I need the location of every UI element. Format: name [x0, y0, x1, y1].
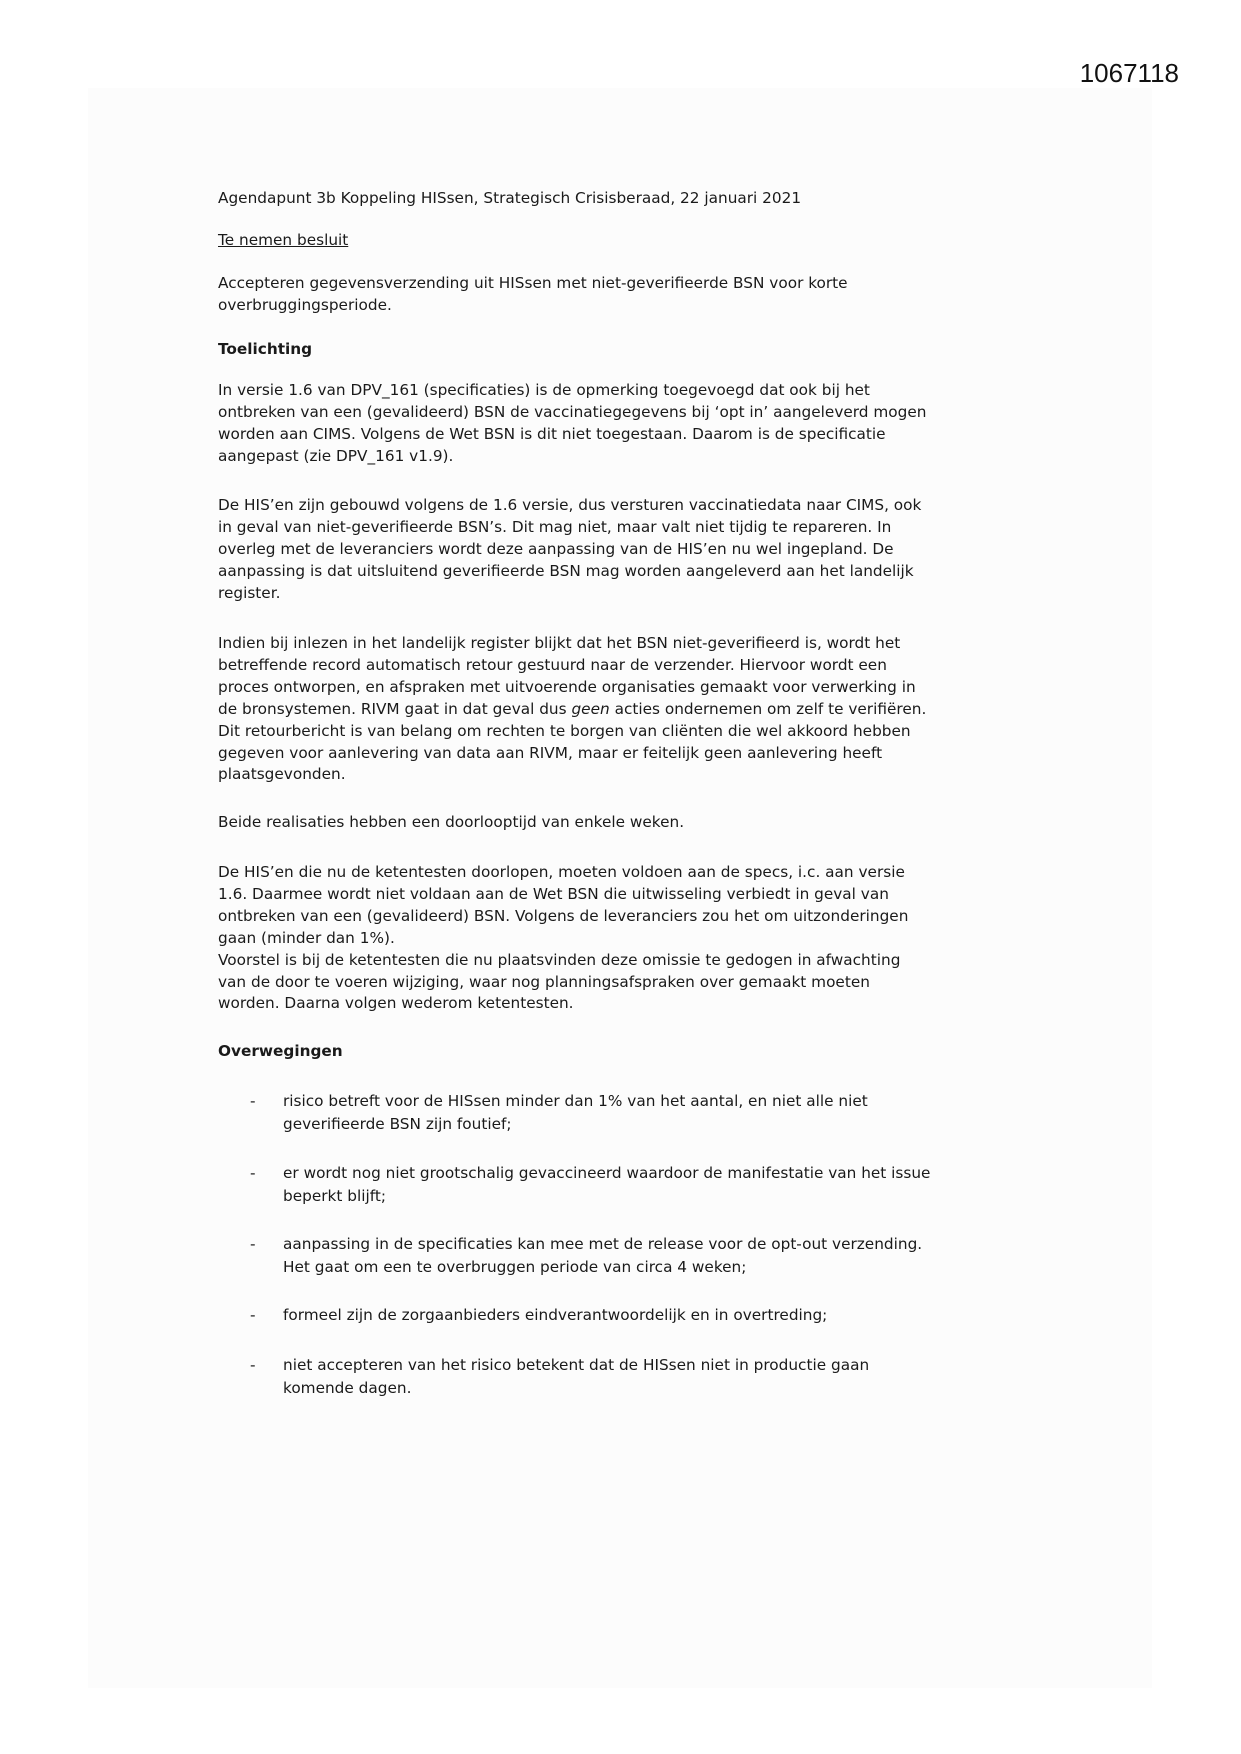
- text-line: [218, 446, 926, 468]
- text-line: geverifieerde BSN zijn foutief;: [283, 1114, 512, 1133]
- paragraph: [218, 633, 926, 786]
- text-line: [218, 862, 908, 884]
- text-line: [218, 812, 684, 834]
- text-segment: aanpassing is dat uitsluitend geverifieerde BSN mag worden aangeleverd aan het landelijk: [218, 561, 914, 580]
- list-item-text: [283, 1304, 827, 1327]
- paragraph: [218, 862, 908, 1015]
- text-line: [218, 655, 926, 677]
- text-segment: in geval van niet-geverifieerde BSN’s. Dit mag niet, maar valt niet tijdig te repareren. In: [218, 517, 892, 536]
- text-segment: ontbreken van een (gevalideerd) BSN de vaccinatiegegevens bij ‘opt in’ aangeleverd mogen: [218, 402, 927, 421]
- text-line: [218, 743, 926, 765]
- bullet-dash: -: [250, 1306, 256, 1324]
- text-line: beperkt blijft;: [283, 1186, 386, 1205]
- text-segment: plaatsgevonden.: [218, 765, 346, 784]
- decision-heading: Te nemen besluit: [218, 231, 349, 249]
- text-line: niet accepteren van het risico betekent dat de HISsen niet in productie gaan: [283, 1356, 870, 1374]
- text-line: [218, 721, 926, 743]
- text-line: [218, 993, 908, 1015]
- text-line: [218, 972, 908, 994]
- text-line: Accepteren gegevensverzending uit HISsen met niet-geverifieerde BSN voor korte: [218, 274, 848, 292]
- text-line: [218, 402, 926, 424]
- emphasized-text: geen: [571, 699, 610, 718]
- text-line: [218, 583, 921, 605]
- text-line: [218, 699, 926, 721]
- decision-text: [218, 273, 848, 317]
- text-line: komende dagen.: [283, 1378, 412, 1397]
- text-segment: ontbreken van een (gevalideerd) BSN. Volgens de leveranciers zou het om uitzonderingen: [218, 906, 909, 925]
- text-line: risico betreft voor de HISsen minder dan 1% van het aantal, en niet alle niet: [283, 1092, 868, 1110]
- list-item-text: [283, 1090, 868, 1135]
- text-line: [218, 633, 926, 655]
- text-segment: gegeven voor aanlevering van data aan RIVM, maar er feitelijk geen aanlevering heeft: [218, 743, 883, 762]
- text-line: [218, 906, 908, 928]
- text-segment: de bronsystemen. RIVM gaat in dat geval dus: [218, 699, 572, 718]
- text-line: [218, 517, 921, 539]
- text-line: formeel zijn de zorgaanbieders eindverantwoordelijk en in overtreding;: [283, 1306, 828, 1324]
- text-segment: Indien bij inlezen in het landelijk register blijkt dat het BSN niet-geverifieerd is, wordt het: [218, 634, 901, 652]
- text-segment: betreffende record automatisch retour gestuurd naar de verzender. Hiervoor wordt een: [218, 655, 887, 674]
- overwegingen-heading: Overwegingen: [218, 1042, 343, 1060]
- text-segment: Dit retourbericht is van belang om rechten te borgen van cliënten die wel akkoord hebben: [218, 721, 911, 740]
- bullet-dash: -: [250, 1092, 256, 1110]
- toelichting-heading: Toelichting: [218, 340, 313, 358]
- text-segment: overleg met de leveranciers wordt deze aanpassing van de HIS’en nu wel ingepland. De: [218, 539, 894, 558]
- text-line: overbruggingsperiode.: [218, 295, 392, 314]
- text-segment: aangepast (zie DPV_161 v1.9).: [218, 446, 454, 465]
- text-line: [218, 884, 908, 906]
- text-segment: 1.6. Daarmee wordt niet voldaan aan de Wet BSN die uitwisseling verbiedt in geval van: [218, 884, 889, 903]
- paragraph: [218, 495, 921, 605]
- document-title: Agendapunt 3b Koppeling HISsen, Strategisch Crisisberaad, 22 januari 2021: [218, 189, 802, 207]
- text-line: [218, 950, 908, 972]
- text-line: [218, 495, 921, 517]
- text-segment: De HIS’en die nu de ketentesten doorlopen, moeten voldoen aan de specs, i.c. aan versie: [218, 863, 905, 881]
- text-segment: worden. Daarna volgen wederom ketentesten.: [218, 994, 574, 1013]
- text-line: [218, 764, 926, 786]
- text-line: [218, 928, 908, 950]
- text-segment: gaan (minder dan 1%).: [218, 928, 395, 947]
- text-segment: worden aan CIMS. Volgens de Wet BSN is dit niet toegestaan. Daarom is de specificatie: [218, 424, 886, 443]
- text-segment: van de door te voeren wijziging, waar nog planningsafspraken over gemaakt moeten: [218, 972, 870, 991]
- bullet-dash: -: [250, 1235, 256, 1253]
- list-item-text: [283, 1354, 869, 1399]
- bullet-dash: -: [250, 1356, 256, 1374]
- text-segment: proces ontworpen, en afspraken met uitvoerende organisaties gemaakt voor verwerking in: [218, 677, 916, 696]
- bullet-dash: -: [250, 1164, 256, 1182]
- list-item-text: [283, 1162, 930, 1207]
- text-segment: In versie 1.6 van DPV_161 (specificaties) is de opmerking toegevoegd dat ook bij het: [218, 381, 870, 399]
- text-segment: register.: [218, 583, 281, 602]
- text-segment: Voorstel is bij de ketentesten die nu plaatsvinden deze omissie te gedogen in afwachting: [218, 950, 901, 969]
- list-item-text: [283, 1233, 922, 1278]
- text-line: aanpassing in de specificaties kan mee met de release voor de opt-out verzending.: [283, 1235, 923, 1253]
- text-line: er wordt nog niet grootschalig gevaccineerd waardoor de manifestatie van het issue: [283, 1164, 931, 1182]
- text-line: [218, 380, 926, 402]
- text-line: [218, 561, 921, 583]
- text-segment: acties ondernemen om zelf te verifiëren.: [609, 699, 927, 718]
- paragraph: [218, 380, 926, 468]
- document-number: 1067118: [1079, 58, 1179, 88]
- text-segment: Beide realisaties hebben een doorlooptijd van enkele weken.: [218, 813, 685, 831]
- text-line: [218, 677, 926, 699]
- text-line: [218, 424, 926, 446]
- text-line: [218, 539, 921, 561]
- text-segment: De HIS’en zijn gebouwd volgens de 1.6 versie, dus versturen vaccinatiedata naar CIMS, ook: [218, 496, 922, 514]
- text-line: Het gaat om een te overbruggen periode van circa 4 weken;: [283, 1257, 747, 1276]
- paragraph: [218, 812, 684, 834]
